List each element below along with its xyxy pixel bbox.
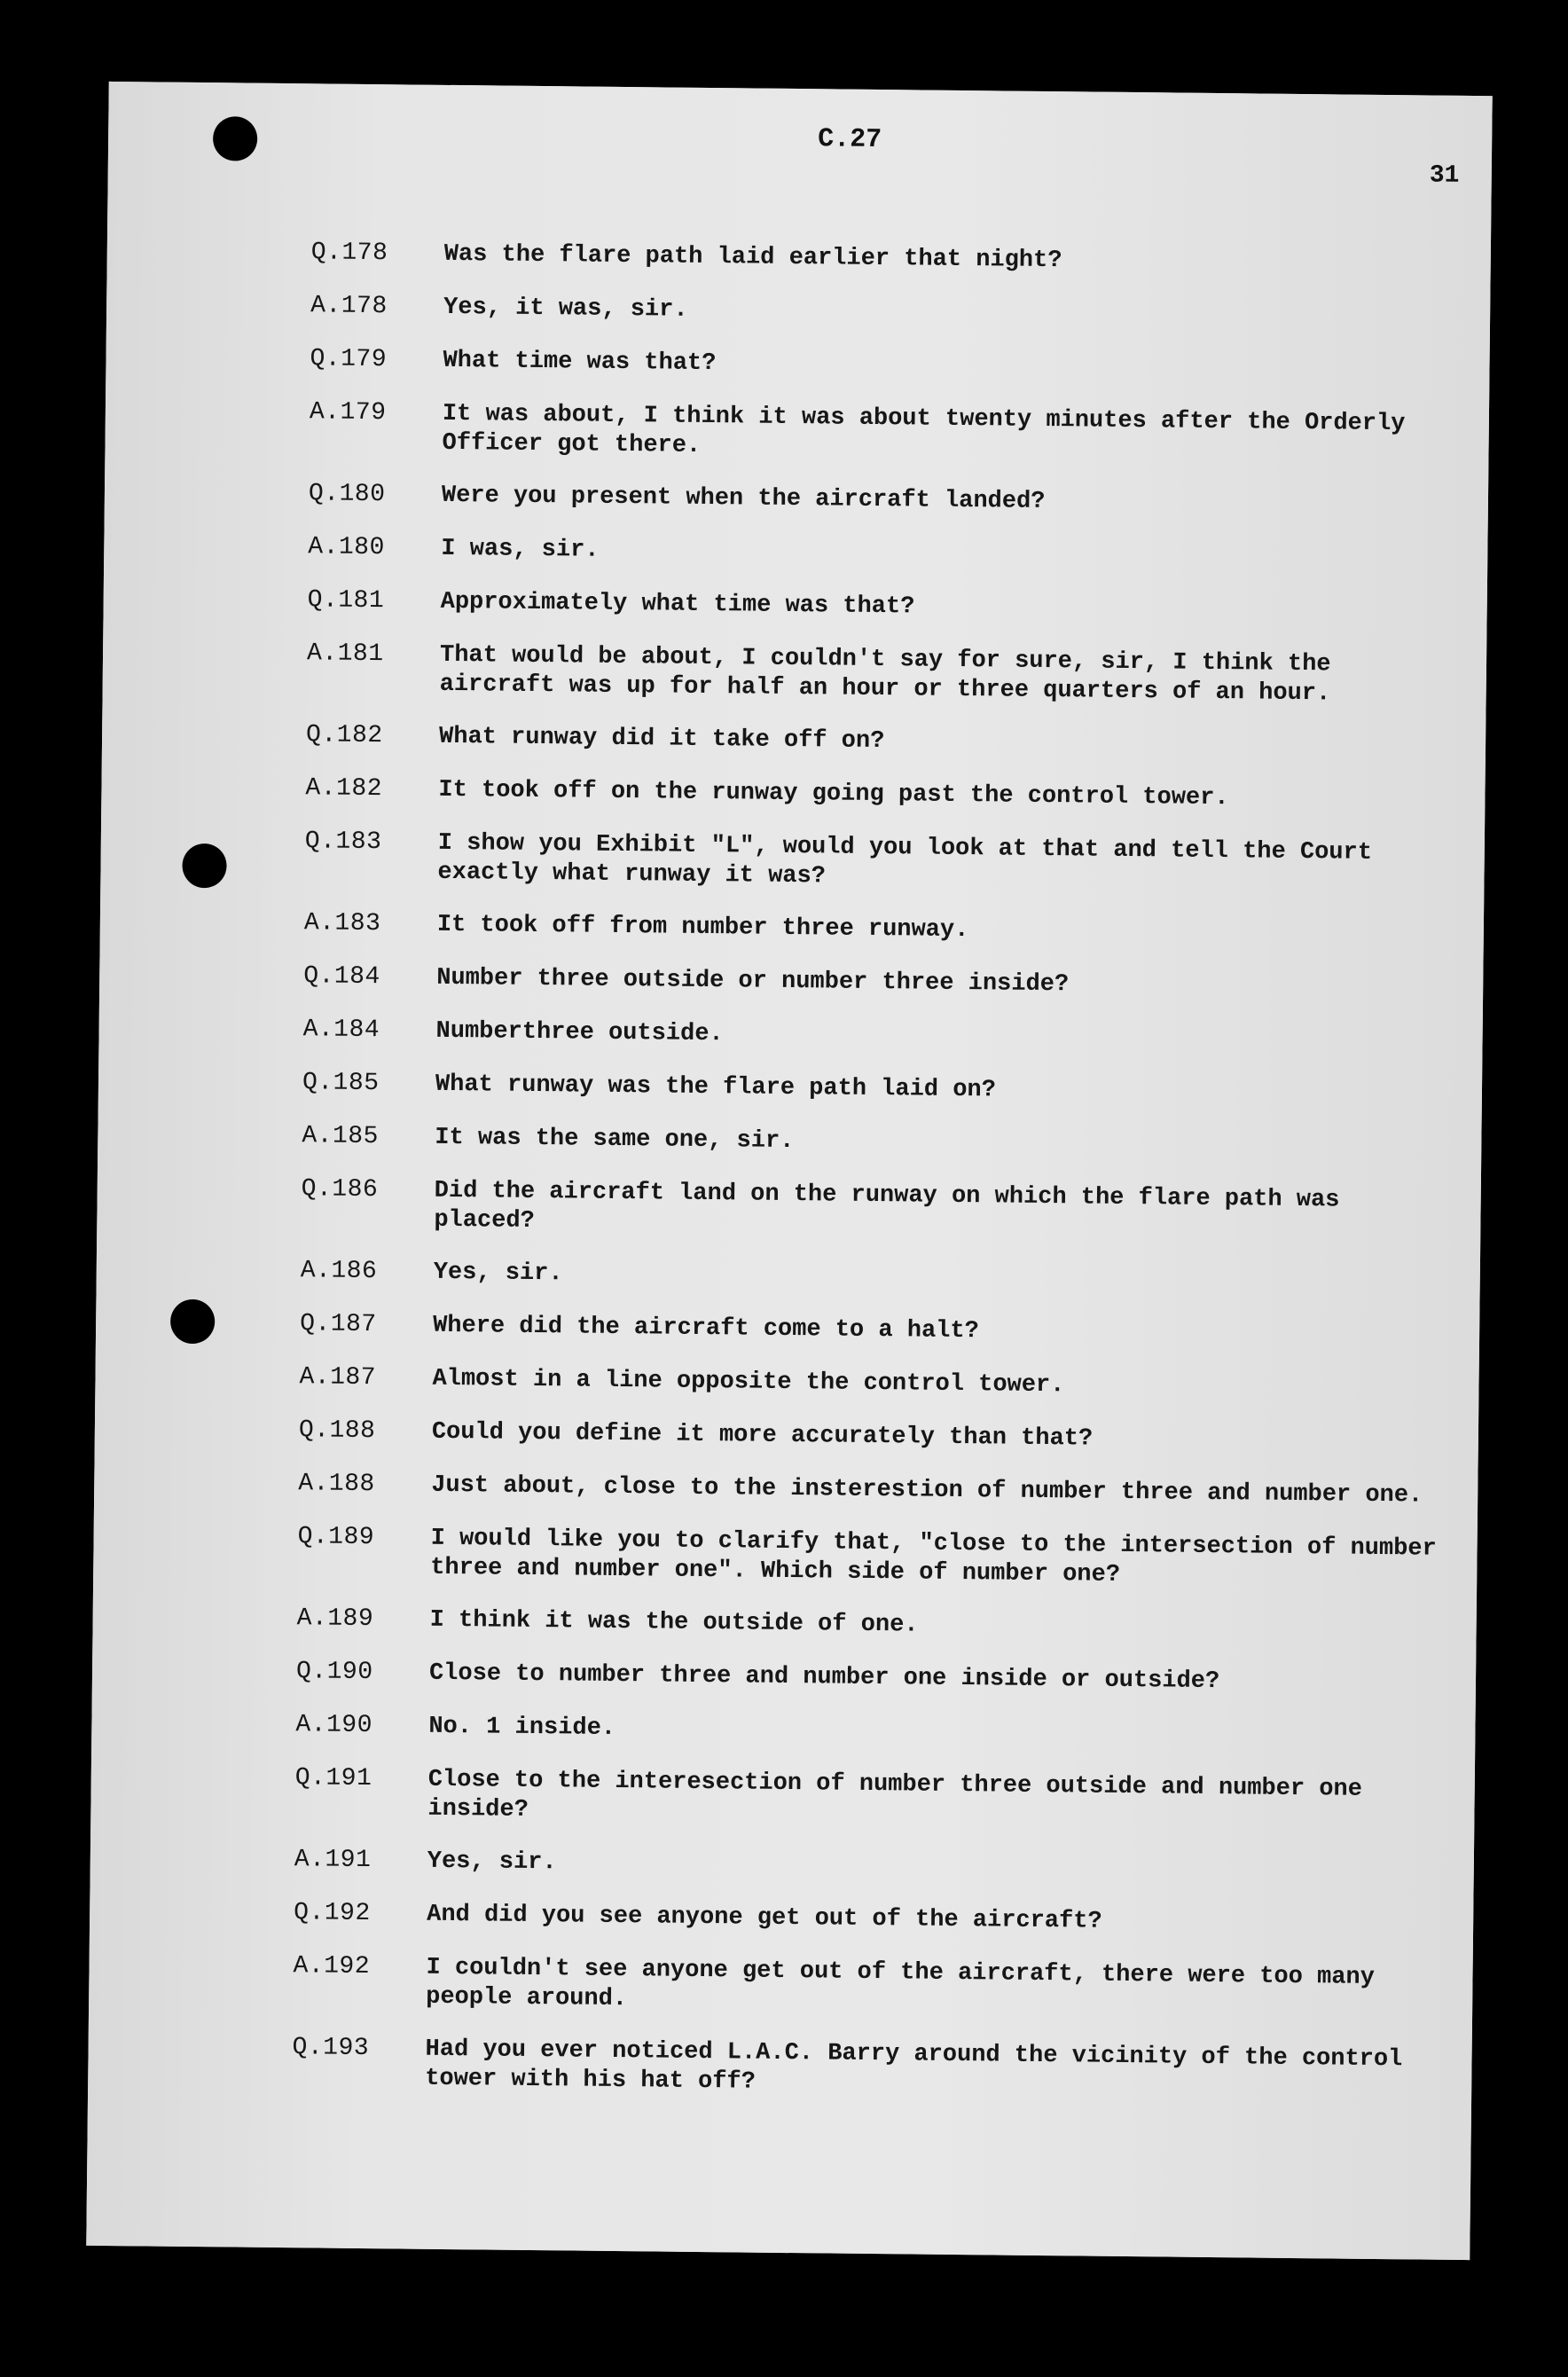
transcript-entry [304, 828, 1458, 898]
entry-text: Had you ever noticed L.A.C. Barry around the vicinity of the control tower with his hat off? [425, 2036, 1417, 2096]
entry-text: And did you see anyone get out of the aircraft? [427, 1901, 1102, 1935]
entry-number: Q.187 [299, 1310, 377, 1339]
transcript-entry [294, 1899, 1446, 1941]
entry-text: Approximately what time was that? [440, 588, 915, 621]
entry-number: Q.186 [301, 1175, 379, 1204]
transcript-entry [304, 909, 1457, 951]
transcript-entry [295, 1711, 1448, 1753]
entry-number: Q.182 [305, 721, 383, 750]
transcript-entry [293, 1952, 1446, 2023]
entry-text: What runway was the flare path laid on? [435, 1071, 997, 1104]
entry-number: A.185 [302, 1122, 380, 1151]
entry-text: Numberthree outside. [435, 1017, 724, 1048]
punch-hole-bottom [170, 1299, 216, 1345]
entry-number: Q.184 [303, 962, 380, 992]
transcript-entry [300, 1310, 1453, 1352]
transcript-entry [302, 1016, 1455, 1057]
entry-number: A.187 [299, 1363, 377, 1392]
entry-number: A.181 [306, 639, 384, 669]
entry-number: A.186 [300, 1257, 378, 1286]
entry-text: It was the same one, sir. [435, 1124, 795, 1156]
entry-text: Close to number three and number one inside or outside? [428, 1659, 1220, 1696]
entry-text: Could you define it more accurately than that? [431, 1418, 1094, 1453]
entry-number: Q.189 [297, 1523, 375, 1552]
transcript-entry [309, 480, 1462, 522]
entry-number: A.182 [305, 774, 383, 804]
entry-text: It took off on the runway going past the control tower. [438, 776, 1229, 812]
entry-number: A.190 [295, 1711, 373, 1740]
transcript-entry [305, 774, 1458, 816]
transcript-entry [302, 1069, 1455, 1110]
entry-text: Just about, close to the insterestion of number three and number one. [431, 1471, 1423, 1510]
transcript [292, 239, 1464, 2096]
entry-number: A.191 [294, 1846, 372, 1875]
transcript-entry [307, 639, 1461, 710]
entry-text: Almost in a line opposite the control tower. [432, 1365, 1065, 1400]
transcript-entry [311, 239, 1464, 280]
punch-hole-top [213, 116, 258, 161]
entry-number: A.192 [293, 1952, 371, 1981]
entry-text: That would be about, I couldn't say for sure, sir, I think the aircraft was up for half an hour or three quarters of an hour. [439, 641, 1345, 708]
entry-text: It took off from number three runway. [436, 911, 969, 945]
entry-number: Q.193 [292, 2034, 370, 2063]
entry-text: I think it was the outside of one. [429, 1606, 919, 1639]
entry-number: Q.188 [298, 1416, 376, 1446]
entry-number: A.183 [303, 909, 381, 938]
entry-text: What runway did it take off on? [438, 723, 885, 756]
transcript-entry [298, 1470, 1451, 1511]
transcript-entry [309, 398, 1462, 469]
entry-text: Was the flare path laid earlier that night? [443, 240, 1062, 275]
transcript-entry [294, 1846, 1447, 1887]
page-reference: C.27 [817, 124, 882, 156]
entry-text: Number three outside or number three inside? [436, 964, 1070, 999]
transcript-entry [297, 1523, 1451, 1594]
transcript-entry [296, 1658, 1449, 1699]
entry-text: Yes, it was, sir. [443, 294, 688, 324]
entry-text: Yes, sir. [433, 1259, 563, 1288]
entry-text: No. 1 inside. [428, 1713, 616, 1742]
entry-number: Q.190 [295, 1658, 373, 1687]
entry-text: Where did the aircraft come to a halt? [432, 1312, 979, 1345]
transcript-entry [308, 533, 1461, 575]
entry-number: Q.192 [294, 1899, 371, 1928]
entry-text: Were you present when the aircraft landed? [441, 482, 1046, 515]
transcript-entry [303, 962, 1456, 1004]
transcript-entry [301, 1257, 1454, 1298]
entry-number: Q.183 [304, 828, 382, 857]
entry-number: Q.191 [294, 1764, 372, 1793]
entry-number: Q.179 [310, 345, 388, 374]
transcript-entry [302, 1122, 1454, 1164]
entry-number: Q.180 [308, 480, 386, 509]
transcript-entry [299, 1363, 1452, 1405]
entry-text: I couldn't see anyone get out of the aircraft, there were too many people around. [426, 1954, 1390, 2013]
punch-hole-middle [182, 843, 227, 889]
transcript-entry [297, 1604, 1450, 1646]
entry-number: A.179 [309, 398, 387, 428]
entry-number: Q.181 [307, 586, 385, 616]
entry-text: I was, sir. [441, 535, 600, 564]
transcript-entry [301, 1175, 1454, 1246]
document-page [86, 82, 1492, 2260]
entry-number: Q.178 [310, 239, 388, 268]
transcript-entry [299, 1416, 1452, 1458]
entry-text: Did the aircraft land on the runway on which the flare path was placed? [434, 1177, 1354, 1235]
transcript-entry [292, 2034, 1446, 2105]
entry-text: It was about, I think it was about twenty minutes after the Orderly Officer got there. [442, 400, 1420, 459]
entry-text: Close to the interesection of number three outside and number one inside? [427, 1766, 1377, 1824]
entry-number: A.188 [298, 1470, 375, 1499]
transcript-entry [306, 721, 1459, 763]
transcript-entry [310, 345, 1462, 387]
entry-number: A.184 [302, 1016, 380, 1045]
transcript-entry [308, 586, 1461, 628]
entry-number: Q.185 [302, 1069, 380, 1098]
entry-text: I would like you to clarify that, "close to the intersection of number three and number one". Which side of number one? [430, 1525, 1452, 1589]
entry-text: Yes, sir. [427, 1847, 557, 1877]
entry-number: A.180 [308, 533, 386, 562]
entry-text: What time was that? [443, 347, 717, 378]
entry-text: I show you Exhibit "L", would you look at that and tell the Court exactly what runway it was? [437, 829, 1387, 890]
transcript-entry [294, 1764, 1448, 1835]
entry-number: A.189 [296, 1604, 374, 1634]
entry-number: A.178 [310, 292, 388, 321]
folio-number: 31 [1429, 161, 1460, 190]
transcript-entry [310, 292, 1463, 333]
